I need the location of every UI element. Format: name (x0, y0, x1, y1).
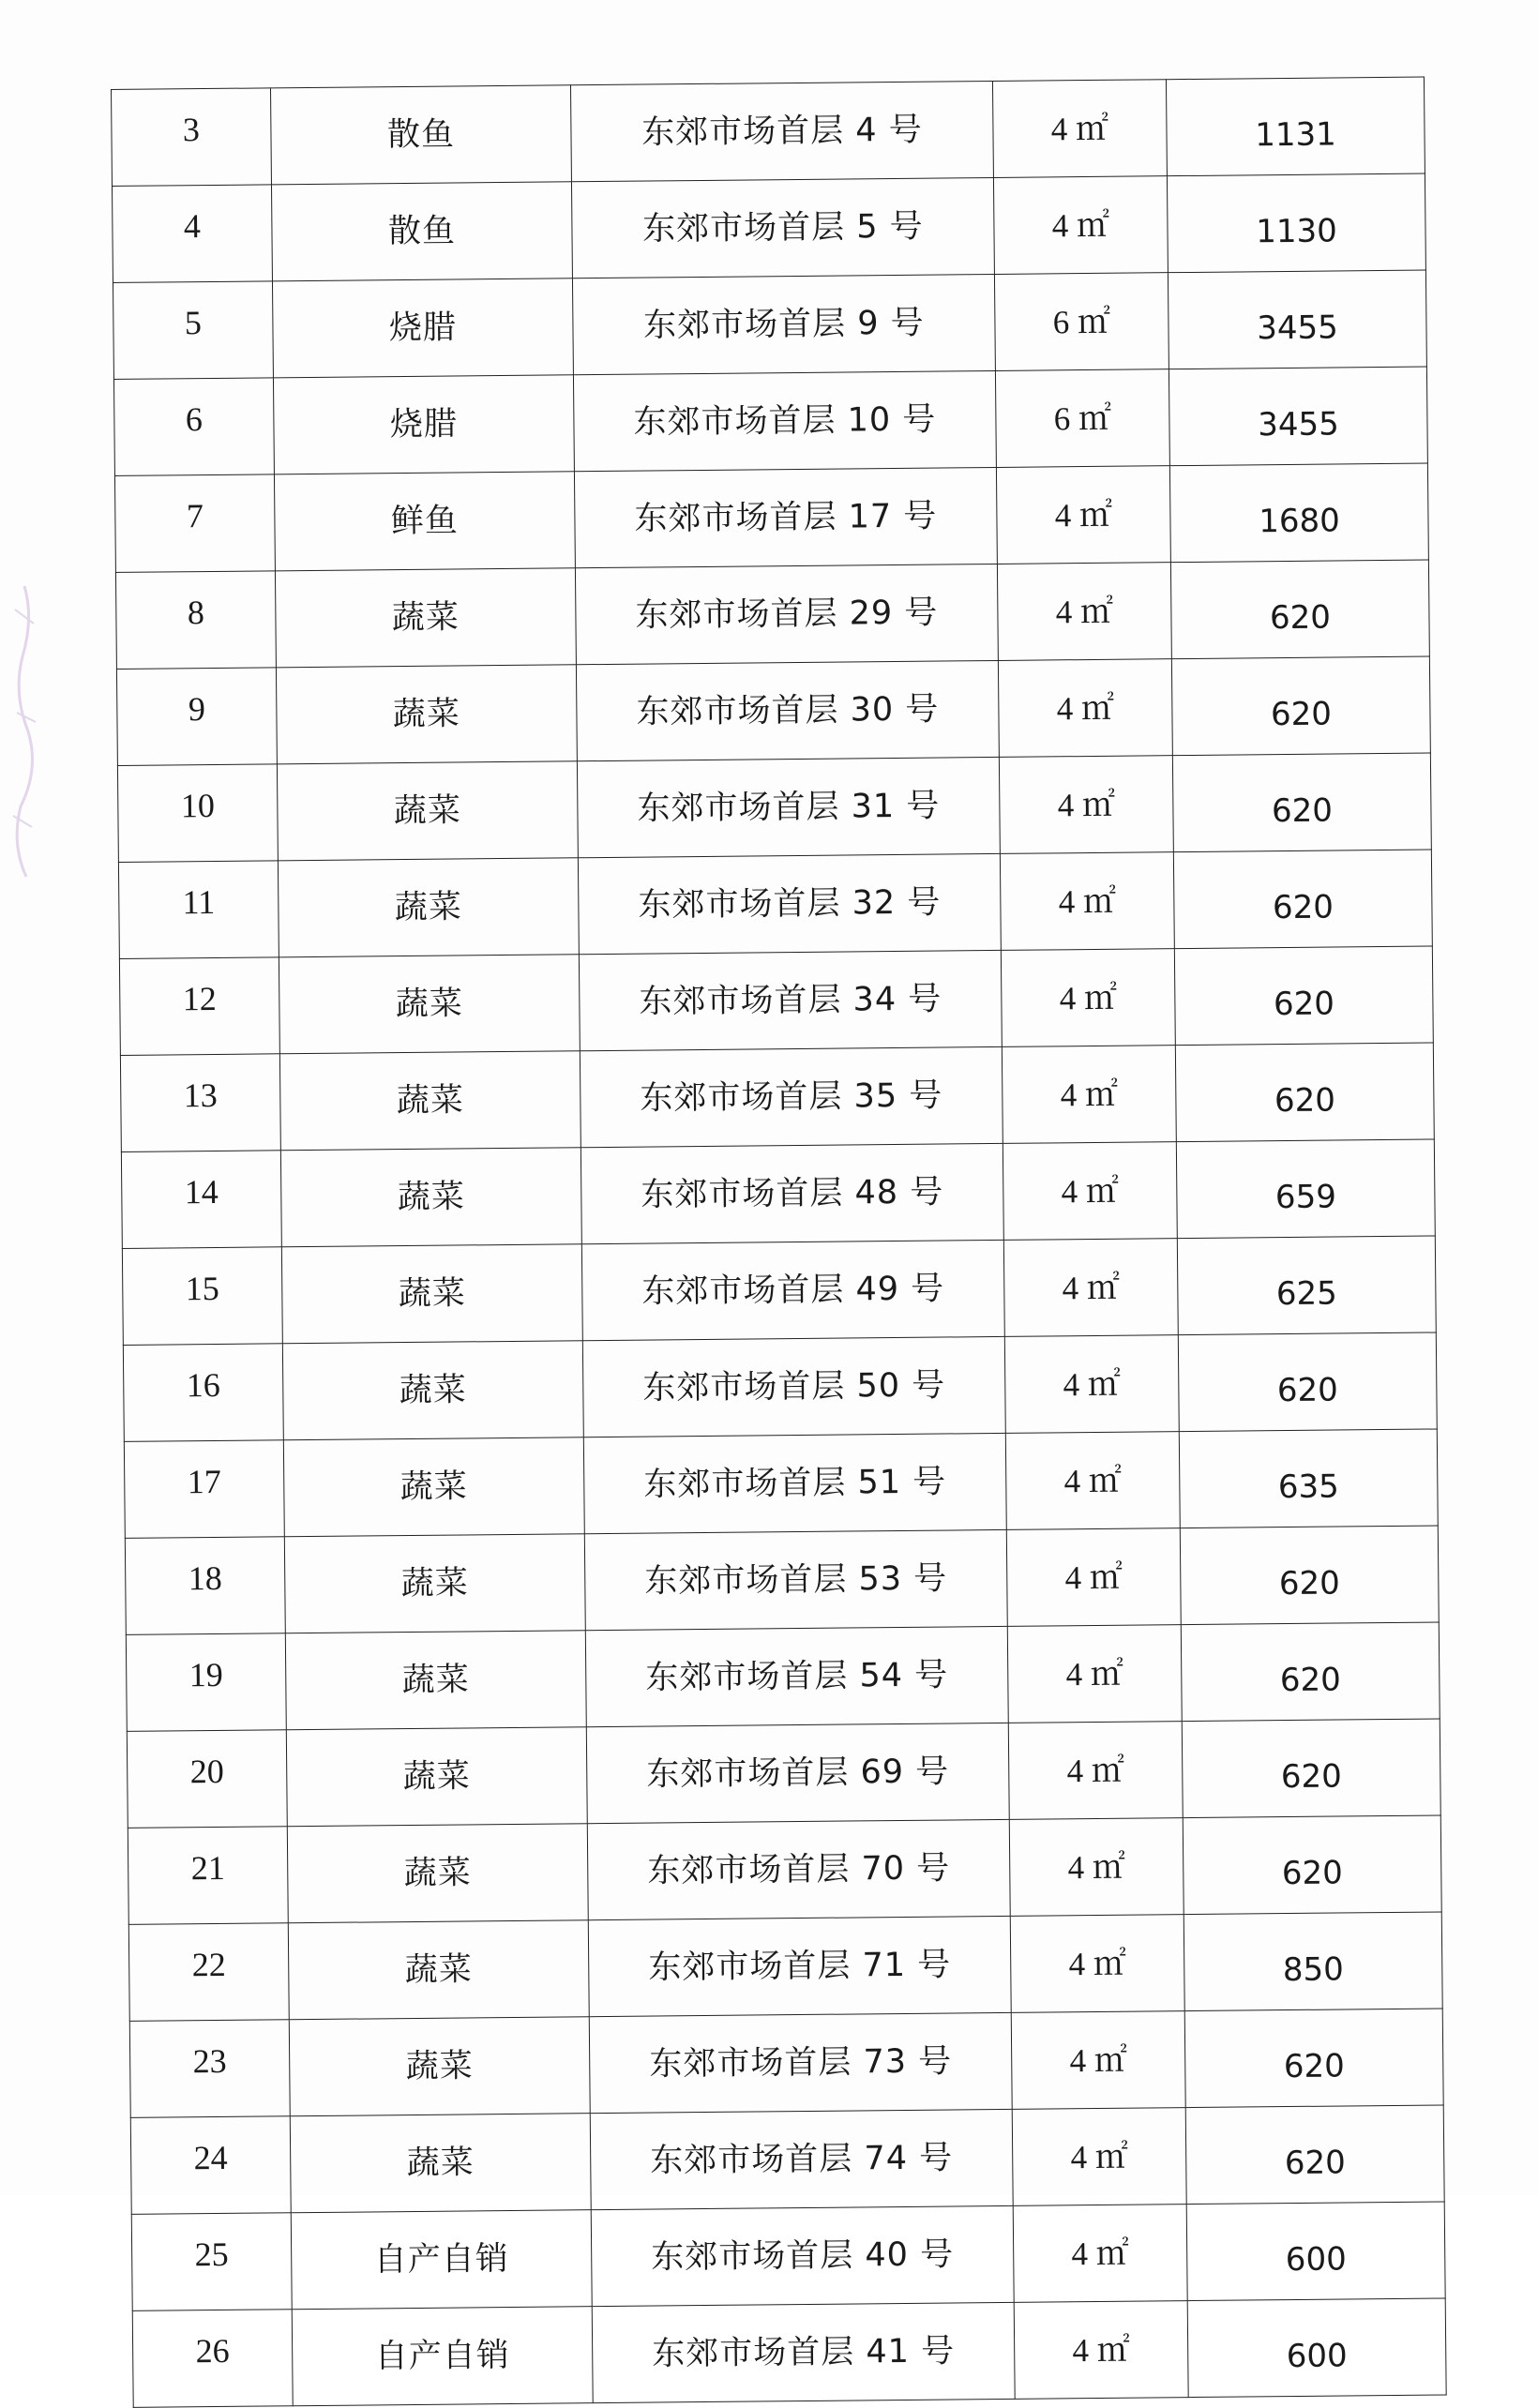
location-cell: 东郊市场首层 51 号 (583, 1433, 1006, 1533)
table-row (112, 77, 1425, 186)
category-cell: 自产自销 (291, 2210, 592, 2310)
category-cell: 蔬菜 (279, 1051, 581, 1151)
area-cell: 4 ㎡ (1005, 1432, 1180, 1530)
location-cell: 东郊市场首层 54 号 (585, 1626, 1008, 1726)
row-number-cell: 7 (114, 474, 275, 573)
category-cell: 蔬菜 (287, 1824, 588, 1923)
row-number-cell: 14 (121, 1151, 281, 1249)
area-cell: 4 ㎡ (999, 756, 1173, 854)
category-cell: 蔬菜 (288, 1920, 589, 2020)
row-number-cell: 18 (125, 1537, 285, 1635)
stall-rent-table (111, 77, 1447, 2408)
area-cell: 4 ㎡ (1014, 2301, 1188, 2400)
price-cell: 635 (1179, 1429, 1438, 1528)
location-cell: 东郊市场首层 53 号 (584, 1529, 1007, 1630)
table-row (113, 270, 1426, 379)
table-row (120, 1043, 1434, 1151)
area-cell: 4 ㎡ (1012, 2108, 1186, 2206)
table-row (121, 1139, 1435, 1248)
location-cell: 东郊市场首层 35 号 (580, 1046, 1003, 1147)
location-cell: 东郊市场首层 10 号 (573, 370, 996, 471)
table-row (123, 1332, 1437, 1441)
price-cell: 1131 (1166, 77, 1425, 176)
location-cell: 东郊市场首层 5 号 (571, 177, 994, 278)
category-cell: 蔬菜 (286, 1727, 587, 1827)
table-row (114, 463, 1428, 572)
category-cell: 散鱼 (270, 85, 571, 185)
category-cell: 烧腊 (273, 375, 574, 474)
row-number-cell: 15 (122, 1247, 282, 1346)
table-row (129, 2009, 1443, 2117)
category-cell: 蔬菜 (289, 2017, 590, 2116)
location-cell: 东郊市场首层 32 号 (578, 853, 1001, 954)
location-cell: 东郊市场首层 31 号 (577, 757, 1000, 857)
price-cell: 3455 (1169, 367, 1427, 466)
row-number-cell: 26 (132, 2310, 293, 2408)
table-row (132, 2298, 1446, 2407)
location-cell: 东郊市场首层 41 号 (592, 2302, 1015, 2402)
table-row (130, 2105, 1444, 2214)
table-row (112, 173, 1425, 282)
price-cell: 620 (1171, 656, 1430, 756)
location-cell: 东郊市场首层 40 号 (591, 2205, 1014, 2306)
area-cell: 4 ㎡ (1003, 1142, 1177, 1241)
location-cell: 东郊市场首层 30 号 (576, 660, 999, 760)
table-row (128, 1912, 1442, 2021)
area-cell: 4 ㎡ (1007, 1625, 1182, 1723)
table-row (122, 1236, 1436, 1345)
area-cell: 4 ㎡ (997, 563, 1171, 661)
row-number-cell: 10 (117, 764, 278, 863)
location-cell: 东郊市场首层 70 号 (587, 1819, 1010, 1919)
price-cell: 620 (1182, 1719, 1440, 1818)
category-cell: 蔬菜 (279, 955, 580, 1054)
location-cell: 东郊市场首层 9 号 (572, 274, 995, 374)
area-cell: 4 ㎡ (1001, 949, 1175, 1047)
row-number-cell: 23 (129, 2020, 290, 2118)
row-number-cell: 8 (115, 571, 276, 670)
area-cell: 4 ㎡ (1003, 1239, 1178, 1337)
row-number-cell: 21 (128, 1827, 288, 1925)
category-cell: 蔬菜 (282, 1341, 583, 1440)
price-cell: 620 (1178, 1332, 1437, 1432)
price-cell: 600 (1186, 2202, 1445, 2301)
location-cell: 东郊市场首层 74 号 (590, 2109, 1013, 2209)
price-cell: 600 (1187, 2298, 1446, 2398)
price-cell: 620 (1184, 2009, 1443, 2108)
category-cell: 蔬菜 (281, 1244, 582, 1344)
row-number-cell: 12 (119, 957, 279, 1056)
location-cell: 东郊市场首层 49 号 (581, 1240, 1004, 1340)
row-number-cell: 25 (131, 2213, 292, 2311)
area-cell: 4 ㎡ (993, 176, 1168, 275)
price-cell: 3455 (1168, 270, 1426, 369)
location-cell: 东郊市场首层 48 号 (581, 1143, 1003, 1243)
price-cell: 625 (1177, 1236, 1436, 1335)
table-row (125, 1526, 1439, 1634)
location-cell: 东郊市场首层 73 号 (589, 2012, 1012, 2113)
area-cell: 4 ㎡ (1000, 852, 1174, 951)
area-cell: 4 ㎡ (992, 80, 1167, 178)
category-cell: 自产自销 (292, 2307, 593, 2406)
price-cell: 850 (1184, 1912, 1442, 2011)
area-cell: 4 ㎡ (1013, 2205, 1187, 2303)
area-cell: 4 ㎡ (1008, 1722, 1183, 1820)
area-cell: 4 ㎡ (996, 466, 1170, 564)
location-cell: 东郊市场首层 69 号 (586, 1723, 1009, 1823)
row-number-cell: 16 (123, 1344, 283, 1442)
table-row (115, 560, 1429, 669)
row-number-cell: 24 (130, 2116, 291, 2215)
table-row (131, 2202, 1445, 2310)
category-cell: 蔬菜 (285, 1631, 586, 1730)
area-cell: 4 ㎡ (1009, 1818, 1184, 1917)
location-cell: 东郊市场首层 50 号 (582, 1336, 1005, 1437)
table-row (117, 753, 1431, 862)
category-cell: 鲜鱼 (274, 472, 575, 571)
category-cell: 蔬菜 (278, 858, 579, 957)
area-cell: 4 ㎡ (1010, 1915, 1184, 2013)
location-cell: 东郊市场首层 29 号 (575, 564, 998, 664)
row-number-cell: 22 (128, 1923, 289, 2022)
area-cell: 6 ㎡ (995, 369, 1169, 468)
row-number-cell: 19 (126, 1633, 286, 1732)
table-row (116, 656, 1430, 765)
area-cell: 6 ㎡ (994, 273, 1169, 371)
category-cell: 蔬菜 (275, 568, 576, 668)
area-cell: 4 ㎡ (1002, 1046, 1176, 1144)
location-cell: 东郊市场首层 4 号 (570, 81, 993, 181)
price-cell: 1680 (1169, 463, 1428, 563)
location-cell: 东郊市场首层 71 号 (588, 1916, 1011, 2016)
category-cell: 蔬菜 (284, 1534, 585, 1633)
stall-table-body (112, 77, 1447, 2407)
area-cell: 4 ㎡ (1011, 2011, 1185, 2110)
row-number-cell: 4 (112, 185, 272, 283)
price-cell: 659 (1176, 1139, 1435, 1239)
area-cell: 4 ㎡ (1004, 1335, 1179, 1434)
location-cell: 东郊市场首层 34 号 (579, 950, 1002, 1050)
row-number-cell: 3 (112, 88, 272, 187)
price-cell: 620 (1174, 946, 1433, 1046)
category-cell: 蔬菜 (276, 665, 577, 764)
price-cell: 620 (1183, 1815, 1441, 1915)
category-cell: 烧腊 (272, 278, 573, 378)
table-row (126, 1622, 1440, 1731)
price-cell: 620 (1181, 1622, 1440, 1722)
price-cell: 620 (1185, 2105, 1444, 2205)
table-row (119, 946, 1433, 1055)
area-cell: 4 ㎡ (998, 659, 1172, 758)
category-cell: 蔬菜 (283, 1437, 584, 1537)
table-row (118, 850, 1432, 958)
row-number-cell: 13 (120, 1054, 280, 1152)
row-number-cell: 11 (118, 861, 279, 959)
row-number-cell: 9 (116, 668, 277, 766)
row-number-cell: 6 (113, 378, 274, 476)
table-row (127, 1719, 1440, 1828)
row-number-cell: 5 (113, 281, 273, 380)
row-number-cell: 17 (124, 1440, 284, 1539)
stamp-fragment-mark (6, 581, 45, 881)
price-cell: 620 (1175, 1043, 1434, 1142)
category-cell: 蔬菜 (290, 2114, 591, 2213)
price-cell: 620 (1180, 1526, 1439, 1625)
location-cell: 东郊市场首层 17 号 (574, 467, 997, 567)
price-cell: 1130 (1167, 173, 1425, 273)
category-cell: 散鱼 (271, 182, 572, 281)
price-cell: 620 (1172, 753, 1431, 852)
table-row (113, 367, 1427, 475)
table-row (124, 1429, 1438, 1538)
category-cell: 蔬菜 (280, 1148, 581, 1247)
table-row (128, 1815, 1441, 1924)
area-cell: 4 ㎡ (1006, 1528, 1181, 1627)
price-cell: 620 (1173, 850, 1432, 949)
category-cell: 蔬菜 (277, 761, 578, 861)
row-number-cell: 20 (127, 1730, 287, 1829)
price-cell: 620 (1170, 560, 1429, 659)
